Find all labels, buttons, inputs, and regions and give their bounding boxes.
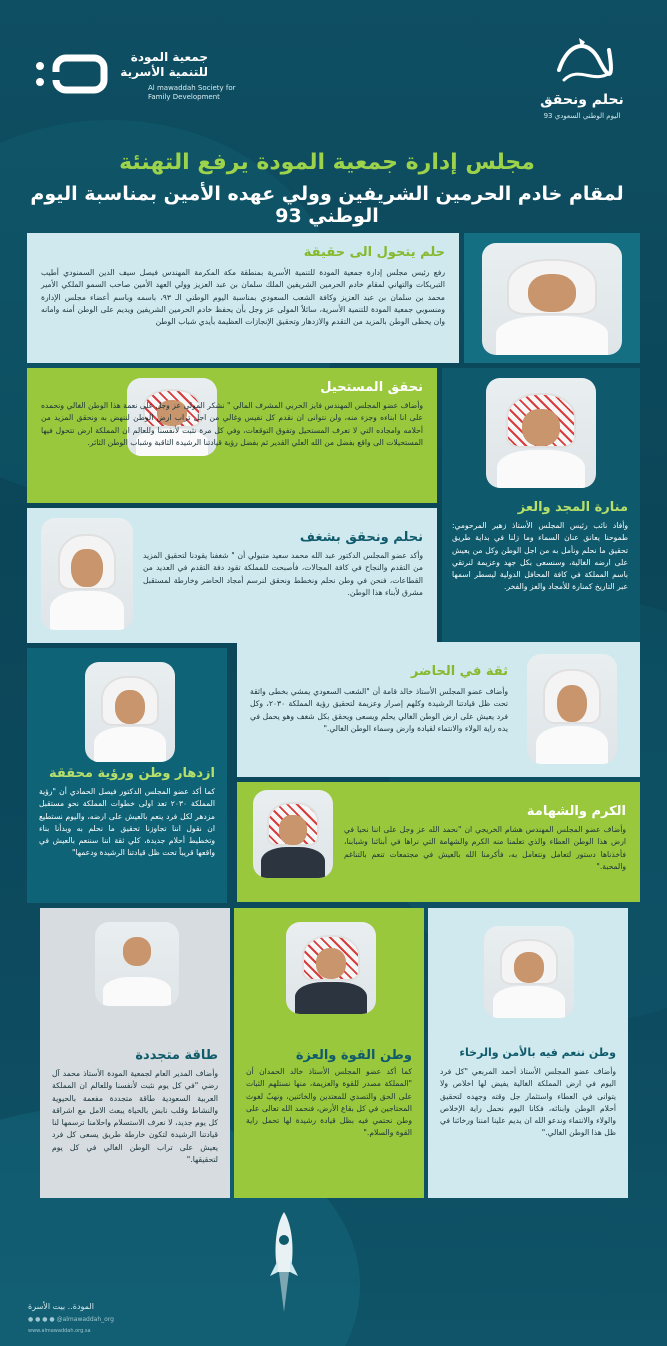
card-panel xyxy=(442,368,640,643)
card-panel xyxy=(237,782,640,902)
card-panel xyxy=(27,648,227,903)
card-body: كما أكد عضو المجلس الأستاذ خالد الحمدان أن "المملكة مصدر للقوة والعزيمة، منها نستلهم الثبات على الحق والتصدي للمعتدين والخائنين، ونهبٌ لغوث المحتاجين في كل بقاع الأرض، فنحمد الله تعالى على وطن نحتمي فيه بظل قيادة رشيدة لها تحمل راية القوة والسلام." xyxy=(246,1067,412,1138)
card-body: كما أكد عضو المجلس الدكتور فيصل الحمادي أن "رؤية المملكة ٢٠٣٠ تعد اولى خطوات المملكة نحو مستقبل مزدهر لكل فرد ينعم بالعيش على ارضه، واليوم نستطيع ان نقول اننا تجاوزنا تحقيق ما نحلم به وبدأنا بناء وتخطيط أحلام جديدة، كلي ثقة اننا سننعم بالعيش في واقعها قريباً تحت ظل قيادتنا الرشيدة ودعمها" xyxy=(39,787,215,858)
card-body: وأضاف عضو المجلس الأستاذ خالد قامة أن "الشعب السعودي يمشي بخطى واثقة تحت ظل قيادتنا الرشيدة وكلهم إصرار وعزيمة لتحقيق رؤية المملكة ٢٠٣٠، وكل فرد يعيش على ارض الوطن الغالي يحلم ويسعى ويحقق بكل شغف وهو يحمل في يده راية الولاء والانتماء لقيادة وارض وسماء الوطن الغالي." xyxy=(250,687,508,733)
card-title: نحلم ونحقق بشغف xyxy=(299,530,423,545)
footer-social xyxy=(28,1316,114,1323)
org-name-en-line2: Family Development xyxy=(148,93,220,102)
national-day-subtitle: اليوم الوطني السعودي 93 xyxy=(543,112,621,120)
footer-brand: المودة.. بيت الأسرة xyxy=(28,1302,94,1311)
card-panel xyxy=(428,908,628,1198)
portrait-photo xyxy=(41,518,133,630)
org-name-ar-line2: للتنمية الأسرية xyxy=(120,65,208,79)
national-day-calligraphy-icon xyxy=(549,30,619,90)
portrait-photo xyxy=(95,922,179,1006)
org-name-en-line1: Al mawaddah Society for xyxy=(148,84,236,92)
card-body: وأضاف عضو المجلس المهندس هشام الخريجي ان "نحمد الله عز وجل على اننا نحيا في ارض هذا الوطن العطاء والذي تعلمنا منه الكرم والشهامة التي نراها في أبنائنا وشبابنا، فأخذناها دستور لتعامل ونتعامل به، فأكرمنا الله بالعيش في مجتمعات تنعم بالتناغم والمحبة." xyxy=(344,825,626,871)
card-title: الكرم والشهامة xyxy=(526,804,626,819)
card-body: وأضاف المدير العام لجمعية المودة الأستاذ محمد آل رضي "في كل يوم نثبت لأنفسنا وللعالم ان المملكة العربية السعودية طاقة متجددة مفعمة بالحيوية والنشاط وقلب نابض بالحياة يبعث الامل مع اشراقة كل يوم جديد، لا نعرف الاستسلام واحلامنا ترسمها لنا قيادتنا الرشيدة لتكون خارطة طريق يسعى كل فرد يعيش على تراب الوطن الغالي في كل يوم لتحقيقها." xyxy=(52,1069,218,1165)
social-icons: ● ● ● ● xyxy=(28,1316,57,1323)
org-name-en xyxy=(148,84,248,102)
card-title: حلم يتحول الى حقيقة xyxy=(303,245,445,260)
card-title: طاقة متجددة xyxy=(135,1048,218,1063)
card-panel xyxy=(27,233,459,363)
rocket-icon xyxy=(262,1208,306,1318)
national-day-title: نحلم ونحقق xyxy=(540,92,624,108)
footer-url[interactable]: www.almawaddah.org.sa xyxy=(28,1328,91,1334)
card-panel xyxy=(27,368,437,503)
portrait-photo xyxy=(85,662,175,762)
portrait-photo xyxy=(253,790,333,878)
headline-primary: مجلس إدارة جمعية المودة يرفع التهنئة xyxy=(119,150,535,175)
card-body: وأضاف عضو المجلس الأستاذ أحمد المربعي "كل فرد اليوم في ارض المملكة الغالية يفيض لها اخلاص ولا يتوانى في العطاء واستثمار جل وقته وجهده لتحقيق أحلام الوطن وابنائه، فكانا اليوم نحمل راية الإخلاص والولاء والانتماء وندعو الله ان يديم علينا امننا ورخائنا في ظل هذا الوطن الغالي." xyxy=(440,1067,616,1138)
card-panel xyxy=(27,508,437,643)
card-title: وطن القوة والعزة xyxy=(295,1048,412,1063)
card-panel xyxy=(234,908,424,1198)
footer-social-handle[interactable]: @almawaddah_org xyxy=(56,1316,114,1323)
card-title: ازدهار وطن ورؤية محققة xyxy=(48,766,215,781)
card-title: ثقة في الحاضر xyxy=(410,664,508,679)
card-title: منارة المجد والعز xyxy=(517,500,628,515)
card-body: وأفاد نائب رئيس المجلس الأستاذ زهير المرحومي: طموحنا يعانق عنان السماء وما زلنا في بداية طريق تحقيق ما نحلم ونأمل به من اجل الوطن وكل من يعيش على ارضه الغالية، وسنسعى بكل جهد وعزيمة لنرتقي باسم المملكة في كافة المحافل الدولية ليسطر اسمها عبر التاريخ كمنارة للأمجاد والعز والفخر. xyxy=(452,521,628,592)
card-body: وأكد عضو المجلس الدكتور عبد الله محمد سعيد متبولي أن " شغفنا يقودنا لتحقيق المزيد من التقدم والنجاح في كافة المجالات، فأصبحت للمملكة تقود دفة التقدم في العديد من القطاعات، فنحن في وطن نحلم ونخطط ونحقق لنرسم أمجاد الحاضر وخارطة لمستقبل مشرق لأبناء هذا الوطن. xyxy=(143,551,423,597)
portrait-photo xyxy=(482,243,622,355)
photo-panel xyxy=(464,233,640,363)
org-name-ar xyxy=(118,50,208,80)
mawaddah-logo-icon xyxy=(32,54,112,94)
card-body: رفع رئيس مجلس إدارة جمعية المودة للتنمية الأسرية بمنطقة مكة المكرمة المهندس فيصل سيف الدين السمنودي أطيب التبريكات والتهاني لمقام خادم الحرمين الشريفين الملك سلمان بن عبد العزيز وولي العهد الأمين صاحب السمو الملكي الأمير محمد بن سلمان بن عبد العزيز وكافة الشعب السعودي بمناسبة اليوم الوطني الـ ٩٣، باسمه وباسم أعضاء مجلس الإدارة ومنسوبي جمعية المودة للتنمية الأسرية، سائلاً المولى عز وجل بأن يحفظ خادم الحرمين الشريفين ويديم على الوطن أمنه وامانه وان يحظى الوطن بالمزيد من التقدم والازدهار وتحقيق الإنجازات العظيمة بأيدي شباب الوطن xyxy=(41,268,445,327)
portrait-photo xyxy=(484,926,574,1018)
national-day-logo xyxy=(527,30,637,125)
headline-secondary: لمقام خادم الحرمين الشريفين وولي عهده الأمين بمناسبة اليوم الوطني 93 xyxy=(30,183,624,227)
portrait-photo xyxy=(527,654,617,764)
mawaddah-logo xyxy=(32,48,236,108)
card-body: وأضاف عضو المجلس المهندس فايز الحربي المشرف المالي " نشكر المولى عز وجل على نعمة هذا الوطن الغالي ونحمده على انا ابناءه وجزء منه، ولن نتوانى ان نقدم كل نفيس وغالي من اجل تراب ارض الوطن لننهض به ونحقق المزيد من أحلامه وامجاده التي لا تعرف المستحيل وتفوق التوقعات، وفي كل مرة نثبت لأنفسنا وللعالم ان المملكة ارض تتحول فيها المستحيلات الى واقع بفضل من الله العلي القدير ثم بفضل رؤية قيادتنا الرشيدة الثاقبة وشباب الوطن الثائر. xyxy=(41,401,423,447)
card-title: وطن ننعم فيه بالأمن والرخاء xyxy=(459,1046,616,1059)
portrait-photo xyxy=(286,922,376,1014)
portrait-photo xyxy=(486,378,596,488)
card-panel xyxy=(40,908,230,1198)
card-panel xyxy=(237,642,640,777)
org-name-ar-line1: جمعية المودة xyxy=(130,50,208,64)
card-title: نحقق المستحيل xyxy=(320,380,423,395)
